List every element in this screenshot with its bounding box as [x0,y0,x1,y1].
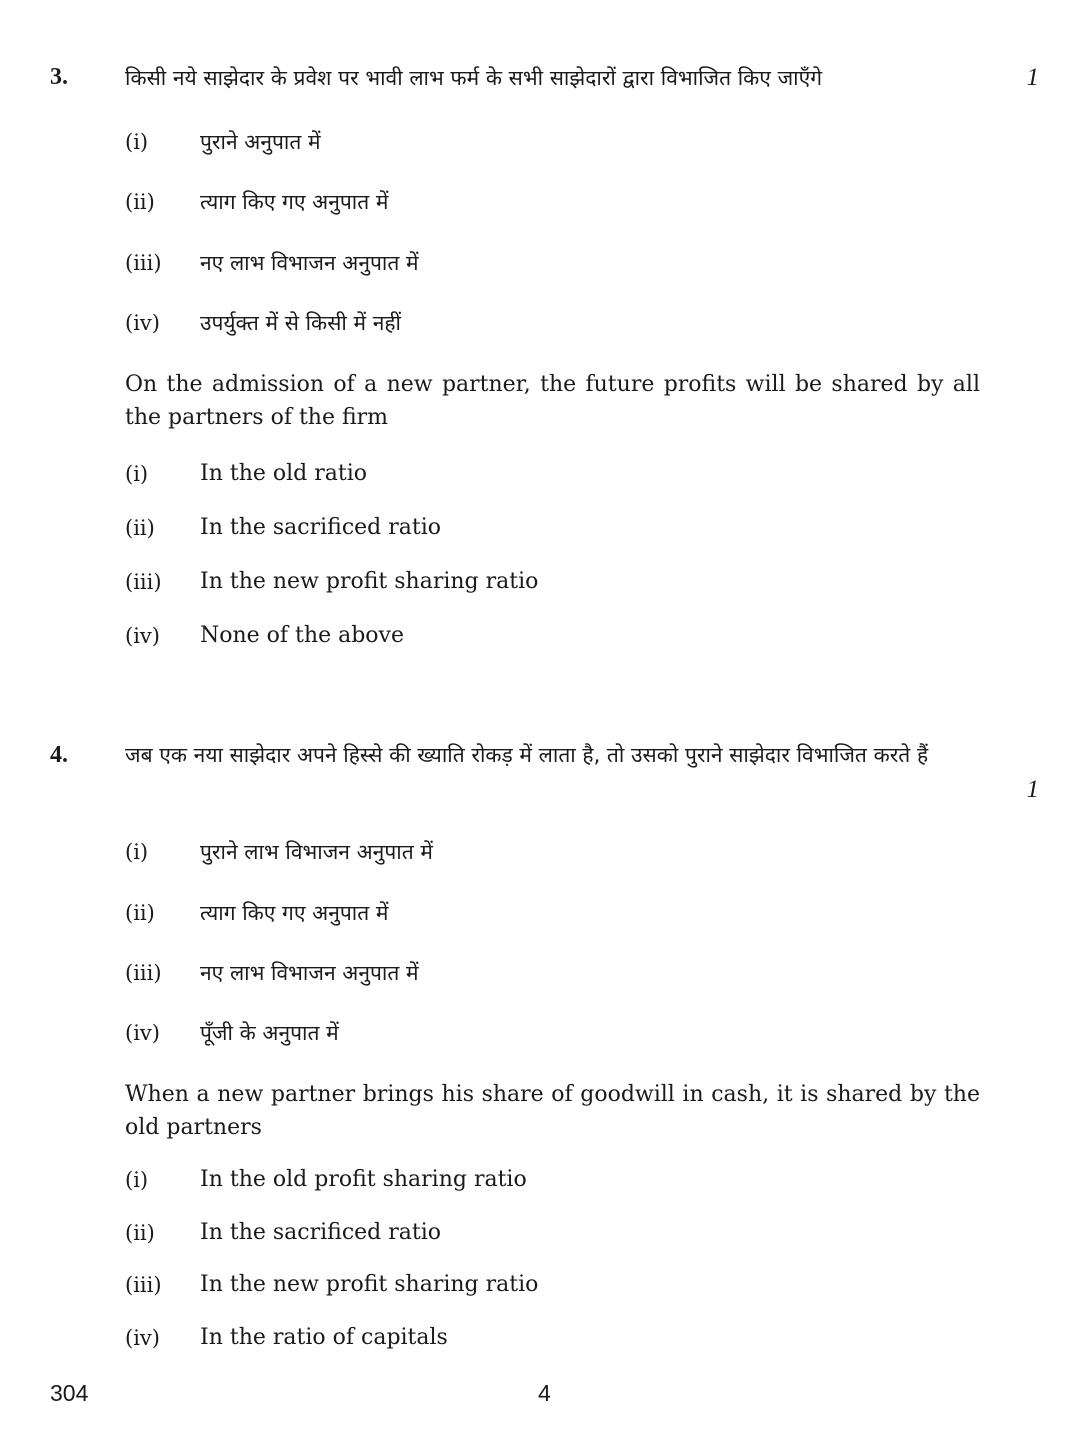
option-label: (i) [125,840,149,864]
question-text-english: When a new partner brings his share of goodwill in cash, it is shared by the old partners [125,1082,980,1140]
option-label: (i) [125,462,149,486]
question-number: 3. [50,64,68,90]
option-text: पुराने लाभ विभाजन अनुपात में [200,840,433,864]
option-label: (ii) [125,901,155,925]
question-text-english: On the admission of a new partner, the future profits will be shared by all the partners of the firm [125,372,980,430]
question-text-hindi: जब एक नया साझेदार अपने हिस्से की ख्याति रोकड़ में लाता है, तो उसको पुराने साझेदार विभाजित करते हैं [125,743,929,767]
option-label: (iii) [125,570,162,594]
page-number: 4 [538,1380,551,1406]
option-label: (ii) [125,190,155,214]
option-text: In the old profit sharing ratio [200,1167,527,1192]
option-text: नए लाभ विभाजन अनुपात में [200,961,419,985]
option-text: In the sacrificed ratio [200,1220,442,1245]
option-label: (iii) [125,251,162,275]
option-text: In the new profit sharing ratio [200,1272,539,1297]
option-text: नए लाभ विभाजन अनुपात में [200,251,419,275]
option-text: त्याग किए गए अनुपात में [200,190,389,214]
question-marks: 1 [1026,64,1039,91]
question-text-hindi: किसी नये साझेदार के प्रवेश पर भावी लाभ फर्म के सभी साझेदारों द्वारा विभाजित किए जाएँगे [125,66,823,90]
option-label: (iii) [125,961,162,985]
option-label: (iv) [125,1326,160,1350]
option-text: In the sacrificed ratio [200,515,442,540]
option-label: (iv) [125,1021,160,1045]
option-text: None of the above [200,623,404,648]
option-text: त्याग किए गए अनुपात में [200,901,389,925]
option-text: उपर्युक्त में से किसी में नहीं [200,311,401,335]
option-label: (i) [125,1168,149,1192]
option-label: (iv) [125,624,160,648]
paper-code: 304 [50,1380,89,1406]
question-marks: 1 [1026,776,1039,803]
option-text: In the old ratio [200,461,367,486]
option-text: पुराने अनुपात में [200,130,321,154]
option-label: (iii) [125,1273,162,1297]
option-label: (iv) [125,311,160,335]
option-label: (ii) [125,516,155,540]
option-text: In the ratio of capitals [200,1325,448,1350]
option-label: (ii) [125,1221,155,1245]
option-label: (i) [125,130,149,154]
option-text: पूँजी के अनुपात में [200,1021,339,1045]
question-number: 4. [50,742,68,768]
option-text: In the new profit sharing ratio [200,569,539,594]
